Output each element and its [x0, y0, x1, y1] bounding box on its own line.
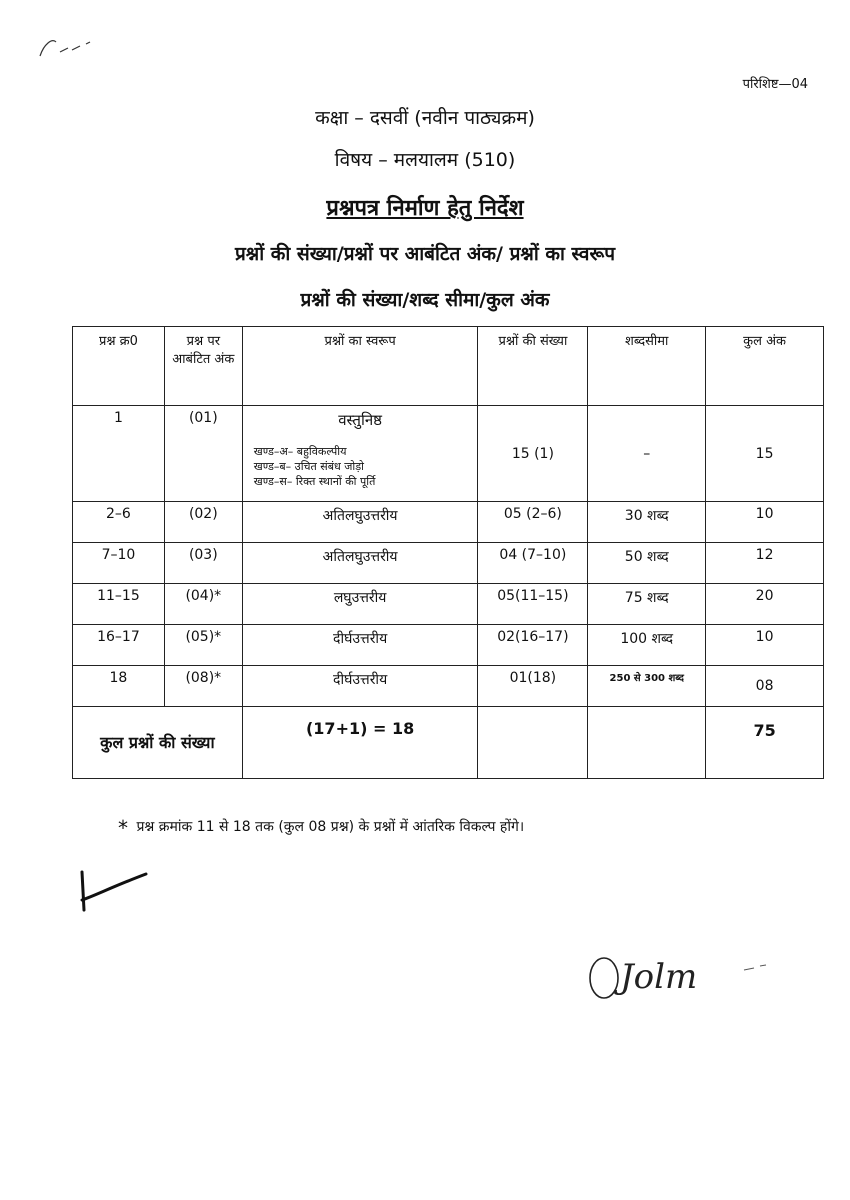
cell-word-limit: 75 शब्द	[588, 584, 706, 625]
subtitle-2: प्रश्नों की संख्या/शब्द सीमा/कुल अंक	[300, 289, 550, 311]
cell-word-limit: 100 शब्द	[588, 625, 706, 666]
cell-total-marks: 08	[706, 666, 824, 707]
total-empty-words	[588, 707, 706, 779]
cell-question-count: 05 (2–6)	[478, 502, 588, 543]
total-label: कुल प्रश्नों की संख्या	[73, 707, 243, 779]
table-row	[73, 543, 824, 584]
table-row	[73, 666, 824, 707]
cell-marks: (04)*	[164, 584, 242, 625]
cell-question-no: 1	[73, 406, 165, 502]
type-label: वस्तुनिष्ठ	[338, 411, 382, 429]
cell-marks: (01)	[164, 406, 242, 502]
cell-word-limit: 50 शब्द	[588, 543, 706, 584]
cell-question-count: 04 (7–10)	[478, 543, 588, 584]
cell-marks: (02)	[164, 502, 242, 543]
class-line: कक्षा – दसवीं (नवीन पाठ्यक्रम)	[315, 107, 535, 129]
cell-question-no: 2–6	[73, 502, 165, 543]
cell-question-type	[242, 406, 478, 502]
cell-marks: (08)*	[164, 666, 242, 707]
cell-question-no: 18	[73, 666, 165, 707]
footnote-text: प्रश्न क्रमांक 11 से 18 तक (कुल 08 प्रश्न) के प्रश्नों में आंतरिक विकल्प होंगे।	[136, 819, 525, 835]
question-table	[72, 326, 824, 779]
cell-marks: (03)	[164, 543, 242, 584]
section-b: खण्ड–ब– उचित संबंध जोड़ो	[253, 460, 365, 473]
cell-marks: (05)*	[164, 625, 242, 666]
handwritten-mark	[30, 28, 110, 68]
header-question-no: प्रश्न क्र0	[73, 327, 165, 406]
header-marks: प्रश्न पर आबंटित अंक	[164, 327, 242, 406]
cell-total-marks: 15	[706, 406, 824, 502]
cell-total-marks: 10	[706, 625, 824, 666]
cell-total-marks: 20	[706, 584, 824, 625]
cell-question-type: अतिलघुउत्तरीय	[242, 502, 478, 543]
cell-question-count: 05(11–15)	[478, 584, 588, 625]
section-c: खण्ड–स– रिक्त स्थानों की पूर्ति	[253, 475, 376, 488]
cell-total-marks: 10	[706, 502, 824, 543]
header-question-count: प्रश्नों की संख्या	[478, 327, 588, 406]
cell-word-limit: 250 से 300 शब्द	[588, 666, 706, 707]
cell-question-count: 15 (1)	[478, 406, 588, 502]
cell-question-type: दीर्घउत्तरीय	[242, 625, 478, 666]
appendix-label: परिशिष्ट—04	[742, 77, 808, 92]
footnote-star: *	[118, 816, 128, 840]
cell-question-type: अतिलघुउत्तरीय	[242, 543, 478, 584]
section-list	[246, 444, 475, 489]
cell-word-limit: 30 शब्द	[588, 502, 706, 543]
header-total-marks: कुल अंक	[706, 327, 824, 406]
page-title: प्रश्नपत्र निर्माण हेतु निर्देश	[326, 196, 524, 221]
cell-question-type: लघुउत्तरीय	[242, 584, 478, 625]
cell-total-marks: 12	[706, 543, 824, 584]
table-row	[73, 584, 824, 625]
cell-word-limit: –	[588, 406, 706, 502]
handwritten-signature	[584, 940, 784, 1010]
subject-line: विषय – मलयालम (510)	[334, 149, 516, 171]
subtitle-1: प्रश्नों की संख्या/प्रश्नों पर आबंटित अंक/ प्रश्नों का स्वरूप	[235, 243, 615, 265]
cell-question-count: 01(18)	[478, 666, 588, 707]
section-a: खण्ड–अ– बहुविकल्पीय	[253, 445, 347, 458]
table-row	[73, 406, 824, 502]
grand-total: 75	[706, 707, 824, 779]
header-question-type: प्रश्नों का स्वरूप	[242, 327, 478, 406]
cell-question-count: 02(16–17)	[478, 625, 588, 666]
footnote	[118, 816, 818, 840]
cell-question-no: 16–17	[73, 625, 165, 666]
table-row	[73, 502, 824, 543]
table-total-row	[73, 707, 824, 779]
total-empty-count	[478, 707, 588, 779]
cell-question-type: दीर्घउत्तरीय	[242, 666, 478, 707]
total-formula: (17+1) = 18	[242, 707, 478, 779]
table-header-row	[73, 327, 824, 406]
header-word-limit: शब्दसीमा	[588, 327, 706, 406]
cell-question-no: 7–10	[73, 543, 165, 584]
tick-signature	[74, 866, 164, 926]
table-row	[73, 625, 824, 666]
signature-text: Jolm	[620, 957, 698, 997]
cell-question-no: 11–15	[73, 584, 165, 625]
